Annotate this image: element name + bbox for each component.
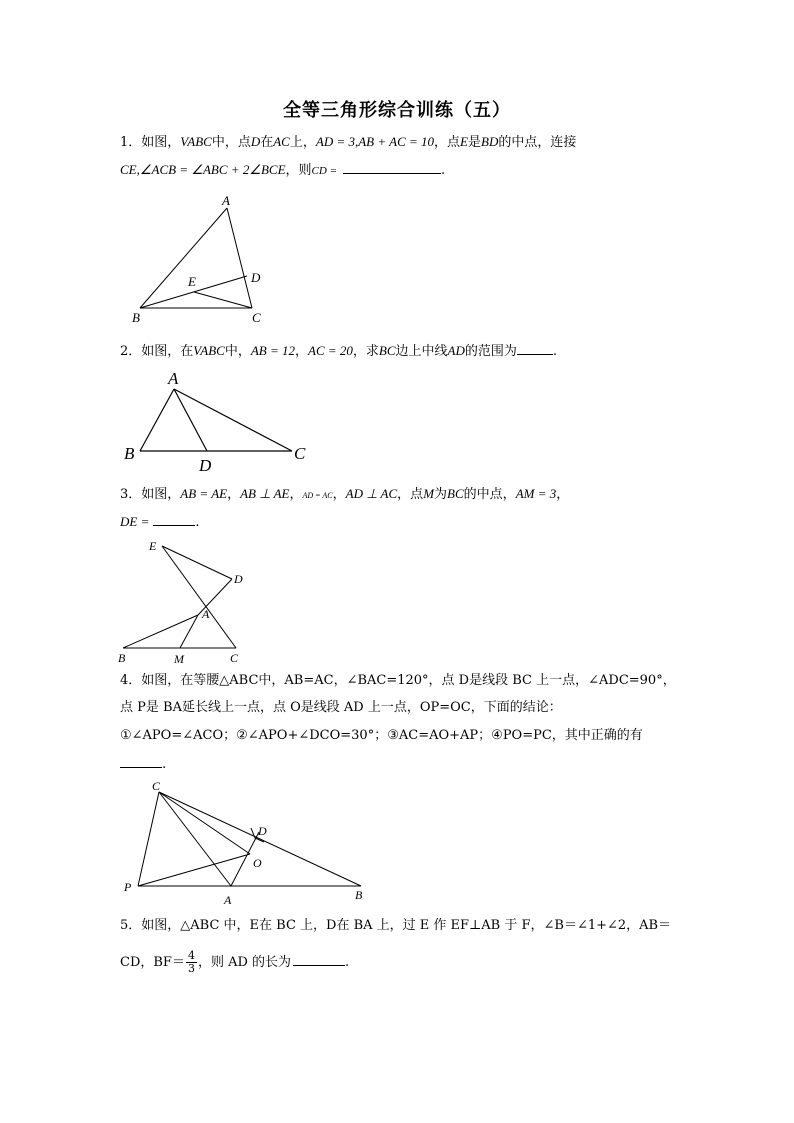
q1-text: 的中点，连接 bbox=[498, 135, 577, 150]
fig3-segment-am bbox=[180, 615, 198, 648]
fig4-segment-cb bbox=[159, 792, 361, 886]
q3-text: ，点 bbox=[397, 487, 424, 502]
fig2-label-a: A bbox=[168, 369, 179, 388]
q2-math: BC bbox=[378, 343, 396, 358]
fig2-label-c: C bbox=[294, 444, 306, 463]
fig1-label-e: E bbox=[188, 274, 196, 289]
q5-line2 bbox=[120, 950, 349, 980]
fig4-label-b: B bbox=[355, 888, 363, 902]
q1-math: BD bbox=[481, 134, 499, 149]
q3-text: ， bbox=[556, 487, 570, 502]
fig1-side-ba bbox=[140, 208, 227, 308]
q3-text: 3．如图， bbox=[120, 487, 181, 502]
q4-line1: 4．如图，在等腰△ABC中，AB=AC，∠BAC=120°，点 D是线段 BC 上一点，∠ADC=90°， bbox=[120, 673, 676, 688]
q3-math: M bbox=[423, 486, 435, 501]
q5-answer-blank[interactable] bbox=[293, 951, 345, 966]
q5-text: ，则 AD 的长为 bbox=[197, 955, 292, 970]
fig2-side-ba bbox=[140, 389, 174, 451]
q3-math: DE = bbox=[120, 514, 150, 529]
q1-text: . bbox=[441, 163, 446, 178]
q2-math: AD bbox=[447, 343, 465, 358]
q2-text: . bbox=[552, 344, 558, 359]
fig1-label-b: B bbox=[132, 310, 140, 325]
q3-text: 的中点， bbox=[463, 487, 516, 502]
q1-math: AD = 3,AB + AC = 10 bbox=[315, 134, 435, 149]
fig4-label-p: P bbox=[124, 880, 132, 894]
fig3-label-d: D bbox=[234, 572, 243, 586]
q1-text: 中，点 bbox=[211, 135, 251, 150]
q3-text: ， bbox=[227, 487, 241, 502]
fig4-label-a: A bbox=[224, 893, 232, 907]
q3-text: ， bbox=[289, 487, 303, 502]
q4-line2: 点 P是 BA延长线上一点，点 O是线段 AD 上一点，OP=OC，下面的结论： bbox=[120, 700, 562, 715]
q5-fraction-denominator: 3 bbox=[187, 962, 195, 975]
q1-text: 是 bbox=[468, 135, 482, 150]
fig4-segment-co bbox=[159, 792, 250, 854]
q3-text: . bbox=[195, 515, 200, 530]
q1-math: AC bbox=[273, 134, 290, 149]
q2-math: AB = 12 bbox=[250, 343, 295, 358]
fig1-label-a: A bbox=[222, 193, 230, 208]
q2-text: ， bbox=[294, 344, 308, 359]
q3-math: BC bbox=[447, 486, 464, 501]
q2-text: 边上中线 bbox=[395, 344, 448, 359]
q5-text: . bbox=[345, 955, 350, 970]
q1-math: D bbox=[250, 134, 261, 149]
q1-text: ，点 bbox=[434, 135, 461, 150]
q1-text: 上， bbox=[289, 135, 316, 150]
q3-math: AD ⊥ AC bbox=[345, 486, 398, 501]
q3-math: AB = AE bbox=[180, 486, 228, 501]
q5-fraction-numerator: 4 bbox=[187, 949, 195, 962]
q5-fraction bbox=[186, 950, 197, 975]
q3-line1 bbox=[120, 484, 569, 506]
q1-math: E bbox=[460, 134, 468, 149]
fig3-label-a: A bbox=[202, 607, 210, 621]
figure-1 bbox=[130, 190, 270, 330]
q2-math: AC = 20 bbox=[308, 343, 353, 358]
fig2-label-d: D bbox=[199, 456, 212, 475]
q4-line4 bbox=[120, 753, 166, 775]
q1-text: ，则 bbox=[285, 163, 312, 178]
q3-math: AM = 3 bbox=[515, 486, 557, 501]
q1-line1 bbox=[120, 132, 576, 153]
fig3-label-m: M bbox=[174, 652, 184, 666]
q1-math: CE,∠ACB = ∠ABC + 2∠BCE bbox=[120, 162, 286, 177]
q2-math: VABC bbox=[193, 343, 225, 358]
fig3-label-b: B bbox=[118, 651, 126, 665]
fig4-label-d: D bbox=[258, 824, 267, 838]
fig1-label-c: C bbox=[252, 310, 261, 325]
fig3-segment-ab bbox=[123, 615, 198, 648]
fig4-segment-ca bbox=[159, 792, 231, 886]
q2-text: 的范围为 bbox=[464, 344, 517, 359]
q4-text: . bbox=[162, 757, 167, 772]
q1-text: 1．如图， bbox=[120, 135, 181, 150]
q4-answer-blank[interactable] bbox=[120, 753, 162, 768]
figure-3 bbox=[112, 535, 262, 667]
fig1-label-d: D bbox=[251, 270, 261, 285]
fig4-label-c: C bbox=[152, 779, 161, 793]
fig1-side-ac bbox=[227, 208, 252, 308]
q2-text: 2．如图，在 bbox=[120, 344, 194, 359]
q2-text: ，求 bbox=[352, 344, 379, 359]
q1-math: CD = bbox=[311, 165, 338, 177]
q3-math: AB ⊥ AE bbox=[240, 486, 290, 501]
q3-text: 为 bbox=[434, 487, 448, 502]
q3-text: ， bbox=[332, 487, 346, 502]
q2-answer-blank[interactable] bbox=[517, 340, 553, 355]
q4-line3: ①∠APO=∠ACO；②∠APO+∠DCO=30°；③AC=AO+AP；④PO=PC，其中正确的有 bbox=[120, 728, 643, 743]
q5-text: CD，BF＝ bbox=[120, 955, 185, 970]
figure-2 bbox=[120, 365, 320, 475]
q3-line2 bbox=[120, 511, 200, 533]
fig3-label-c: C bbox=[230, 651, 239, 665]
q5-line1: 5．如图，△ABC 中，E在 BC 上，D在 BA 上，过 E 作 EF⊥AB 于 F，∠B＝∠1+∠2，AB＝ bbox=[120, 918, 672, 933]
q2-text: 中， bbox=[224, 344, 251, 359]
q1-math: VABC bbox=[180, 134, 212, 149]
fig4-segment-pc bbox=[138, 792, 159, 886]
fig3-segment-ec bbox=[162, 546, 236, 648]
q3-answer-blank[interactable] bbox=[153, 511, 195, 526]
q1-line2 bbox=[120, 159, 445, 181]
fig4-label-o: O bbox=[253, 856, 262, 870]
figure-4 bbox=[118, 778, 378, 906]
q1-answer-blank[interactable] bbox=[343, 159, 441, 174]
fig3-label-e: E bbox=[149, 539, 157, 553]
fig3-segment-ed bbox=[162, 546, 232, 579]
page-title: 全等三角形综合训练（五） bbox=[283, 100, 511, 121]
fig1-segment-ce bbox=[194, 292, 252, 308]
q3-math: AD = AC bbox=[302, 491, 333, 500]
q2-line bbox=[120, 340, 557, 362]
q1-text: 在 bbox=[260, 135, 274, 150]
fig2-label-b: B bbox=[124, 444, 135, 463]
fig2-side-ac bbox=[174, 389, 292, 451]
